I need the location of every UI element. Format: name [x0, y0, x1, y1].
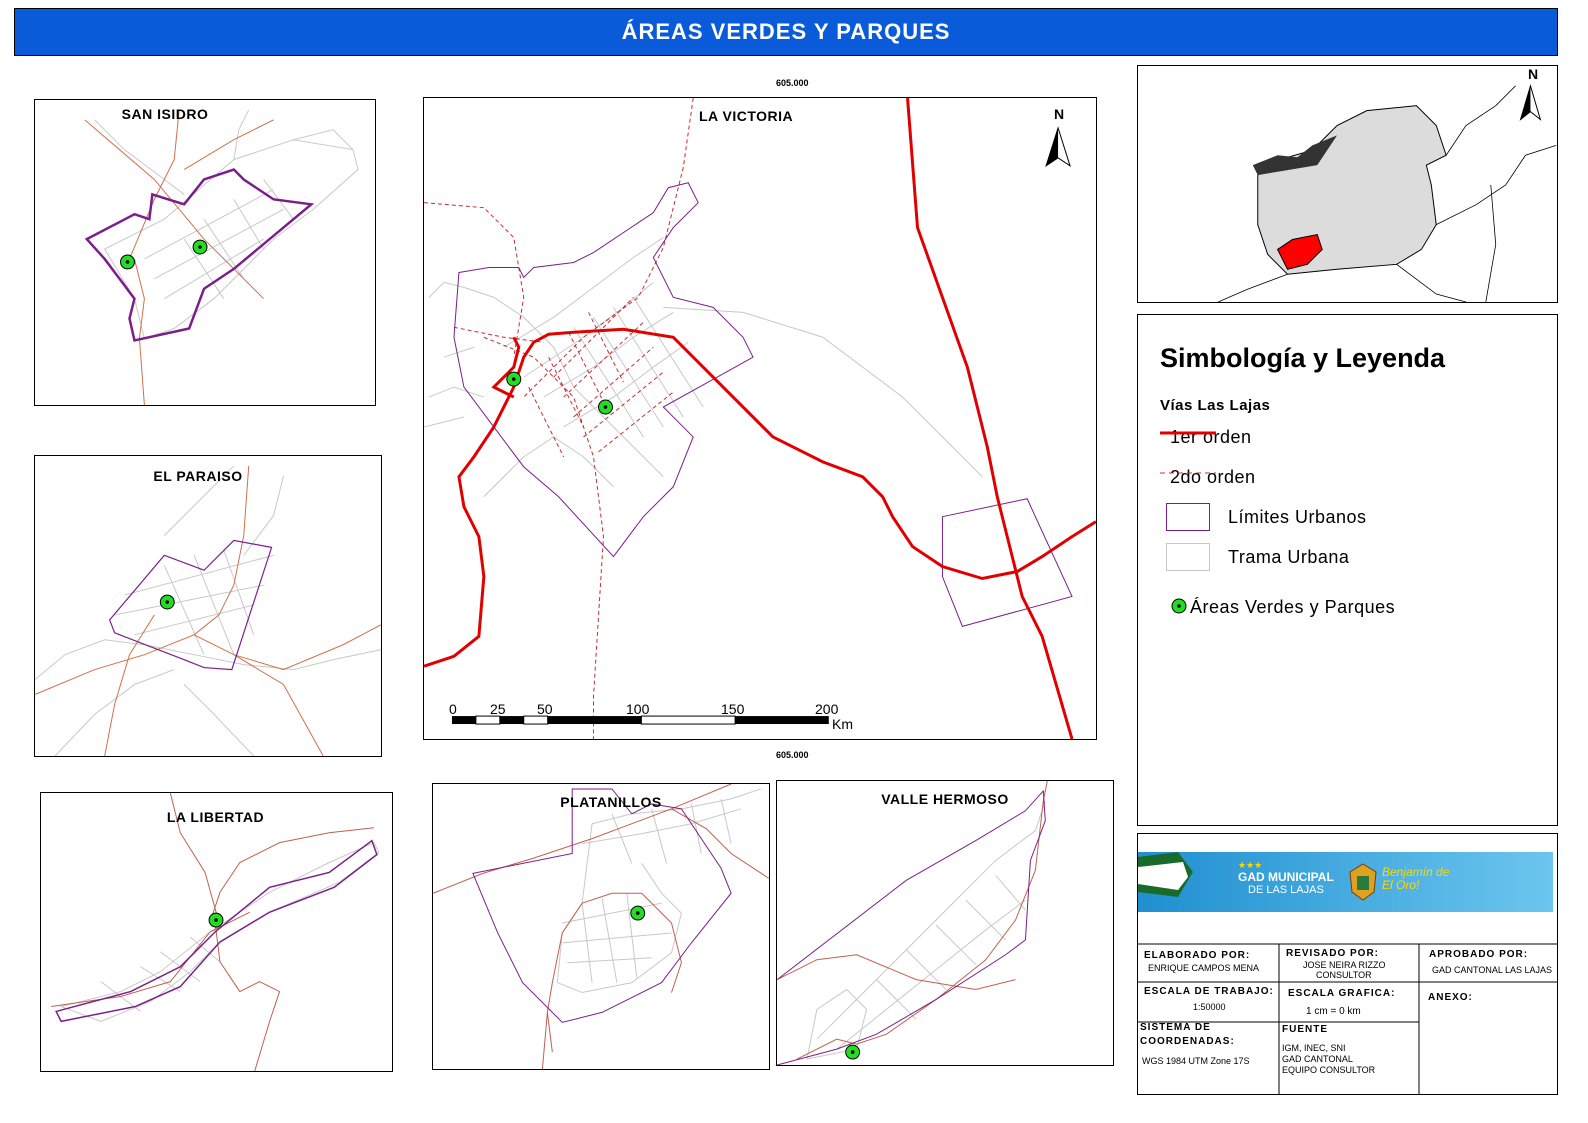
legend-title: Simbología y Leyenda [1160, 343, 1446, 373]
park-point-icon [1170, 597, 1395, 618]
fuente-line-3: EQUIPO CONSULTOR [1282, 1065, 1376, 1075]
secondary-roads [35, 466, 381, 756]
elaborado-head: ELABORADO POR: [1144, 950, 1251, 961]
map-platanillos[interactable] [432, 783, 770, 1070]
revisado-value-1: JOSE NEIRA RIZZO [1303, 960, 1386, 970]
scale-unit: Km [832, 716, 853, 732]
map-la-libertad[interactable] [40, 792, 393, 1072]
legend-item-secondary-road [1160, 467, 1256, 488]
stars-icon: ★★★ [1238, 860, 1263, 870]
map-title-bar [14, 8, 1558, 56]
legend-subtitle: Vías Las Lajas [1160, 397, 1271, 414]
legend-label-primary-road: 1er orden [1170, 427, 1252, 447]
urban-limit-east [942, 499, 1072, 627]
legend-label-secondary-road: 2do orden [1170, 467, 1256, 487]
secondary-roads [51, 793, 374, 1071]
north-label: N [1528, 66, 1539, 82]
urban-grid [807, 801, 1045, 1059]
legend-panel [1137, 314, 1558, 826]
legend-label-urban-grid: Trama Urbana [1228, 546, 1350, 567]
legend-item-parks [1170, 597, 1395, 618]
map-el-paraiso[interactable] [34, 455, 382, 757]
fuente-line-2: GAD CANTONAL [1282, 1054, 1353, 1064]
scale-bar-graphic [452, 716, 829, 724]
secondary-roads [424, 98, 693, 739]
scale-tick-100: 100 [626, 701, 650, 717]
platanillos-map-canvas [433, 784, 769, 1069]
la-victoria-map-canvas [424, 98, 1096, 739]
escala-grafica-value: 1 cm = 0 km [1306, 1006, 1361, 1017]
secondary-roads [85, 110, 274, 405]
page-title: ÁREAS VERDES Y PARQUES [621, 19, 951, 44]
la-libertad-map-canvas [41, 793, 392, 1071]
urban-grid [61, 843, 379, 1022]
urban-limit [777, 791, 1045, 1065]
scale-tick-0: 0 [449, 701, 457, 717]
aprobado-head: APROBADO POR: [1429, 949, 1529, 960]
map-valle-hermoso[interactable] [776, 780, 1114, 1066]
urban-limit [110, 540, 272, 669]
primary-roads [424, 98, 1096, 739]
legend-item-urban-grid [1166, 543, 1349, 571]
sistema-head-1: SISTEMA DE [1140, 1022, 1211, 1033]
fuente-line-1: IGM, INEC, SNI [1282, 1043, 1346, 1053]
revisado-value-2: CONSULTOR [1316, 970, 1372, 980]
urban-limit [473, 789, 731, 1022]
logo-line2: DE LAS LAJAS [1248, 884, 1324, 896]
map-title-platanillos: PLATANILLOS [560, 794, 662, 810]
urban-grid [35, 466, 381, 756]
el-paraiso-map-canvas [35, 456, 381, 756]
north-arrow-icon [1521, 86, 1541, 120]
scale-tick-200: 200 [815, 701, 839, 717]
map-title-la-libertad: LA LIBERTAD [166, 809, 265, 825]
map-san-isidro[interactable] [34, 99, 376, 406]
scale-tick-25: 25 [490, 701, 506, 717]
fuente-head: FUENTE [1282, 1024, 1328, 1035]
urban-limit-main [454, 183, 753, 557]
valle-hermoso-map-canvas [777, 781, 1113, 1065]
aprobado-value: GAD CANTONAL LAS LAJAS [1432, 965, 1553, 975]
elaborado-value: ENRIQUE CAMPOS MENA [1148, 963, 1260, 973]
scale-tick-150: 150 [721, 701, 745, 717]
legend-item-primary-road [1160, 427, 1252, 448]
map-title-valle-hermoso: VALLE HERMOSO [881, 791, 1009, 807]
urban-grid-symbol [1166, 543, 1210, 571]
san-isidro-map-canvas [35, 100, 375, 405]
map-title-el-paraiso: EL PARAISO [153, 468, 243, 484]
sistema-value: WGS 1984 UTM Zone 17S [1142, 1056, 1250, 1066]
escala-trabajo-head: ESCALA DE TRABAJO: [1144, 986, 1274, 997]
sistema-head-2: COORDENADAS: [1140, 1036, 1235, 1047]
info-panel [1137, 833, 1558, 1095]
coordinate-top: 605.000 [776, 78, 809, 88]
scale-tick-50: 50 [537, 701, 553, 717]
secondary-road-symbol [1160, 467, 1256, 488]
map-la-victoria[interactable] [423, 97, 1097, 740]
map-title-la-victoria: LA VICTORIA [699, 108, 794, 124]
legend-label-urban-limit: Límites Urbanos [1228, 506, 1367, 527]
secondary-roads [433, 784, 769, 1069]
logo-motto: Benjamín de El Oro! [1382, 865, 1450, 892]
legend-label-parks: Áreas Verdes y Parques [1190, 597, 1396, 617]
revisado-head: REVISADO POR: [1286, 948, 1380, 959]
park-points [846, 1045, 860, 1059]
escala-trabajo-value: 1:50000 [1193, 1002, 1226, 1012]
anexo-head: ANEXO: [1428, 992, 1473, 1003]
location-map[interactable] [1137, 65, 1558, 303]
coordinate-bottom: 605.000 [776, 750, 809, 760]
map-title-san-isidro: SAN ISIDRO [121, 106, 209, 122]
urban-limit-symbol [1166, 503, 1210, 531]
north-arrow-icon [1046, 128, 1070, 166]
park-points [209, 913, 223, 927]
north-label: N [1054, 106, 1065, 122]
park-points [631, 906, 645, 920]
escala-grafica-head: ESCALA GRAFICA: [1288, 988, 1396, 999]
legend-item-urban-limit [1166, 503, 1367, 531]
primary-road-symbol [1160, 427, 1252, 448]
location-map-canvas [1138, 66, 1557, 302]
urban-limit [56, 841, 377, 1022]
logo-line1: GAD MUNICIPAL [1238, 870, 1334, 884]
park-points [160, 595, 174, 609]
secondary-roads [777, 781, 1047, 1059]
